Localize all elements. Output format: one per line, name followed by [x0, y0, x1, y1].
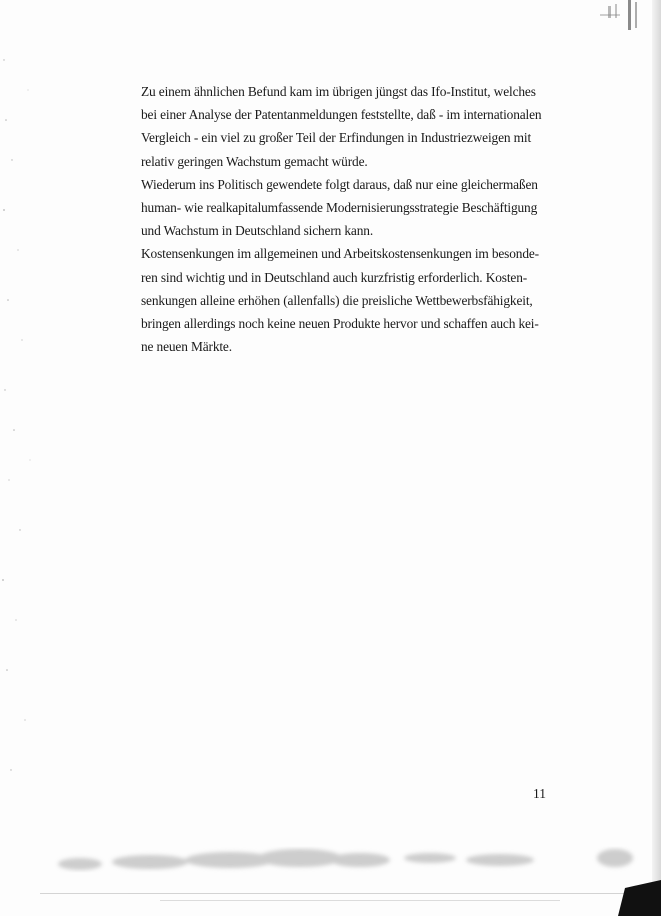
text-line: senkungen alleine erhöhen (allenfalls) die preisliche Wettbewerbsfähigkeit, [141, 292, 533, 308]
text-line: Wiederum ins Politisch gewendete folgt daraus, daß nur eine gleichermaßen [141, 176, 538, 192]
text-line: Zu einem ähnlichen Befund kam im übrigen jüngst das Ifo-Institut, welches [141, 84, 536, 99]
text-line: und Wachstum in Deutschland sichern kann. [141, 223, 374, 239]
scan-edge-right [652, 0, 661, 916]
body-text [141, 80, 571, 358]
scan-smudge-bottom [40, 838, 661, 916]
page-number: 11 [533, 786, 546, 801]
text-line: Vergleich - ein viel zu großer Teil der Erfindungen in Industriezweigen mit [141, 130, 532, 146]
scan-speckle-left [0, 0, 40, 916]
text-line: bei einer Analyse der Patentanmeldungen feststellte, daß - im internationalen [141, 107, 542, 123]
text-line: relativ geringen Wachstum gemacht würde. [141, 153, 368, 169]
text-line: ne neuen Märkte. [141, 339, 232, 355]
text-line: ren sind wichtig und in Deutschland auch kurzfristig erforderlich. Kosten- [141, 269, 528, 285]
text-line: human- wie realkapitalumfassende Modernisierungsstrategie Beschäftigung [141, 199, 538, 215]
text-line: Kostensenkungen im allgemeinen und Arbeitskostensenkungen im besonde- [141, 246, 539, 262]
text-line: bringen allerdings noch keine neuen Produkte hervor und schaffen auch kei- [141, 315, 539, 331]
scan-mark-top-right [590, 0, 661, 36]
